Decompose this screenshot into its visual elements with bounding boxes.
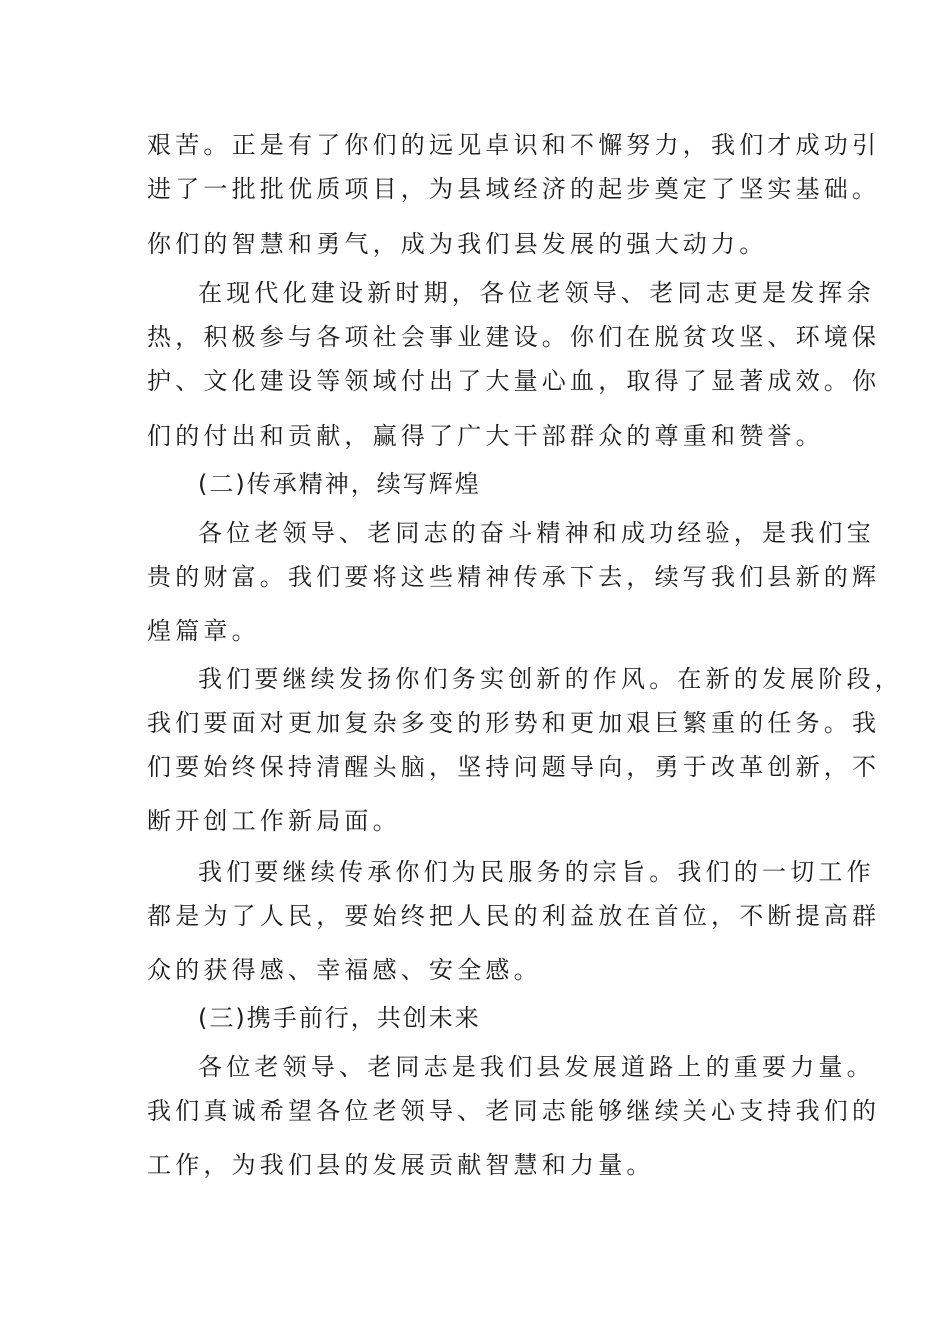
text-line: 热，积极参与各项社会事业建设。你们在脱贫攻坚、环境保 (147, 323, 881, 351)
text-line: 我们要继续传承你们为民服务的宗旨。我们的一切工作 (198, 858, 875, 886)
text-line: 各位老领导、老同志的奋斗精神和成功经验，是我们宝 (198, 519, 875, 547)
text-line: 进了一批批优质项目，为县域经济的起步奠定了坚实基础。 (147, 175, 881, 203)
section-heading: (三)携手前行，共创未来 (198, 1004, 481, 1032)
text-line: 都是为了人民，要始终把人民的利益放在首位，不断提高群 (147, 902, 881, 930)
text-line: 断开创工作新局面。 (147, 807, 401, 835)
text-line: 贵的财富。我们要将这些精神传承下去，续写我们县新的辉 (147, 563, 881, 591)
text-line: 们要始终保持清醒头脑，坚持问题导向，勇于改革创新，不 (147, 753, 881, 781)
text-line: 我们要面对更加复杂多变的形势和更加艰巨繁重的任务。我 (147, 709, 881, 737)
text-line: 煌篇章。 (147, 617, 260, 645)
text-line: 工作，为我们县的发展贡献智慧和力量。 (147, 1151, 655, 1179)
text-line: 护、文化建设等领域付出了大量心血，取得了显著成效。你 (147, 367, 881, 395)
text-line: 我们要继续发扬你们务实创新的作风。在新的发展阶段， (198, 665, 903, 693)
text-line: 众的获得感、幸福感、安全感。 (147, 956, 542, 984)
text-line: 各位老领导、老同志是我们县发展道路上的重要力量。 (198, 1053, 875, 1081)
text-line: 我们真诚希望各位老领导、老同志能够继续关心支持我们的 (147, 1097, 881, 1125)
text-line: 在现代化建设新时期，各位老领导、老同志更是发挥余 (198, 279, 875, 307)
section-heading: (二)传承精神，续写辉煌 (198, 470, 481, 498)
text-line: 们的付出和贡献，赢得了广大干部群众的尊重和赞誉。 (147, 422, 824, 450)
text-line: 你们的智慧和勇气，成为我们县发展的强大动力。 (147, 230, 768, 258)
text-line: 艰苦。正是有了你们的远见卓识和不懈努力，我们才成功引 (147, 131, 881, 159)
